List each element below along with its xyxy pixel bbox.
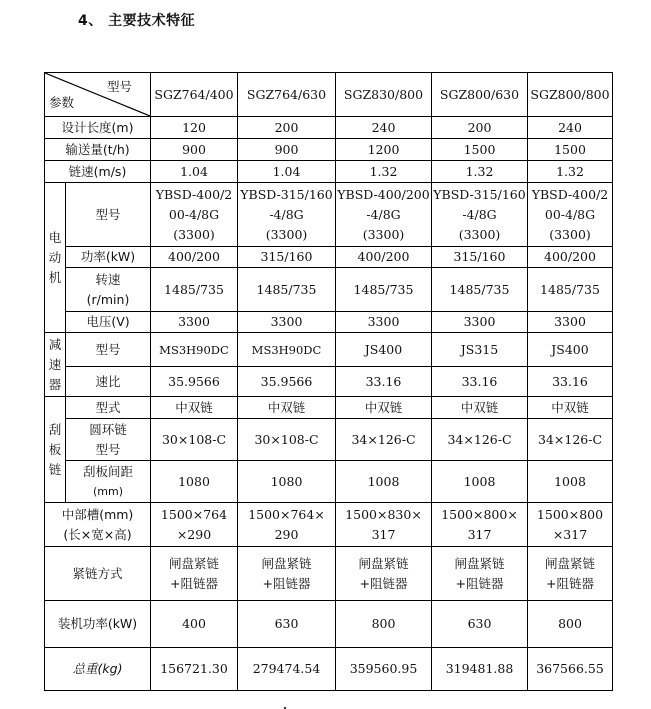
cell-line: 290 <box>274 526 299 542</box>
table-row <box>45 247 613 268</box>
cell-line: 闸盘紧链 <box>168 555 219 571</box>
cell: 3300 <box>336 312 432 333</box>
cell: 35.9566 <box>238 367 336 397</box>
cell: 630 <box>432 601 528 648</box>
cell-line: 闸盘紧链 <box>358 555 409 571</box>
cell: 240 <box>528 117 613 139</box>
cell: 800 <box>528 601 613 648</box>
cell: 630 <box>238 601 336 648</box>
label-line: 转速 <box>95 271 121 287</box>
table-row <box>45 333 613 367</box>
cell-line: 闸盘紧链 <box>261 555 312 571</box>
cell <box>336 547 432 601</box>
label-line: 刮板间距 <box>82 463 133 479</box>
cell-line: YBSD-400/2 <box>531 186 609 202</box>
cell-line: 1500×800× <box>441 506 518 522</box>
cell-line: ×290 <box>176 526 212 542</box>
cell: 1.04 <box>238 161 336 183</box>
cell <box>151 183 238 247</box>
cell-line: +阻链器 <box>262 575 311 591</box>
cell-line: YBSD-400/2 <box>155 186 233 202</box>
label-line: (长×宽×高) <box>63 526 132 542</box>
cell-line: (3300) <box>549 226 591 242</box>
cell-line: 00-4/8G <box>168 206 220 222</box>
table-row <box>45 648 613 691</box>
cell: 367566.55 <box>528 648 613 691</box>
cell-line: (3300) <box>458 226 501 242</box>
cell: MS3H90DC <box>238 333 336 367</box>
cell: 315/160 <box>432 247 528 268</box>
cell: 30×108-C <box>238 419 336 461</box>
group-label-reducer <box>45 333 66 397</box>
label-line: (r/min) <box>86 291 130 307</box>
cell-line: YBSD-400/200 <box>337 186 430 202</box>
cell <box>432 503 528 547</box>
cell-line: 1500×764 <box>160 506 228 522</box>
cell: 200 <box>238 117 336 139</box>
cell: MS3H90DC <box>151 333 238 367</box>
table-row <box>45 503 613 547</box>
cell-line: -4/8G <box>462 206 497 222</box>
cell: 120 <box>151 117 238 139</box>
model-header: SGZ800/800 <box>528 73 613 117</box>
cell: 中双链 <box>432 397 528 419</box>
cell: 240 <box>336 117 432 139</box>
section-heading: 4、 主要技术特征 <box>78 13 196 29</box>
cell <box>528 503 613 547</box>
cell <box>336 503 432 547</box>
corner-param-label: 参数 <box>49 95 75 110</box>
table-row <box>45 547 613 601</box>
cell: 3300 <box>432 312 528 333</box>
cell: 33.16 <box>336 367 432 397</box>
cell: 1008 <box>528 461 613 503</box>
cell: 400 <box>151 601 238 648</box>
cell: 319481.88 <box>432 648 528 691</box>
row-label: 型式 <box>66 397 151 419</box>
cell: 3300 <box>238 312 336 333</box>
cell: 中双链 <box>238 397 336 419</box>
cell-line: 00-4/8G <box>544 206 596 222</box>
row-label: 装机功率(kW) <box>45 601 151 648</box>
model-header: SGZ764/400 <box>151 73 238 117</box>
cell-line: 1500×830× <box>345 506 422 522</box>
cell <box>528 547 613 601</box>
cell-line: 317 <box>467 526 492 542</box>
cell: 1.32 <box>528 161 613 183</box>
cell-line: YBSD-315/160 <box>433 186 526 202</box>
cell: 30×108-C <box>151 419 238 461</box>
cell: 中双链 <box>336 397 432 419</box>
row-label: 紧链方式 <box>45 547 151 601</box>
cell: 3300 <box>151 312 238 333</box>
group-label-text: 刮板链 <box>48 421 62 477</box>
cell: 1.32 <box>336 161 432 183</box>
label-line: 圆环链 <box>89 421 127 437</box>
cell: 1500 <box>528 139 613 161</box>
table-row <box>45 312 613 333</box>
cell: 1080 <box>238 461 336 503</box>
cell-line: 1500×800 <box>536 506 604 522</box>
cell: 中双链 <box>528 397 613 419</box>
row-label: 输送量(t/h) <box>45 139 151 161</box>
cell: 1485/735 <box>432 268 528 312</box>
cell-line: (3300) <box>265 226 308 242</box>
row-label <box>66 419 151 461</box>
cell-line: 闸盘紧链 <box>454 555 505 571</box>
corner-header-cell <box>45 73 151 117</box>
cell <box>151 503 238 547</box>
cell-line: (3300) <box>173 226 215 242</box>
group-label-motor <box>45 183 66 333</box>
cell: 200 <box>432 117 528 139</box>
row-label: 型号 <box>66 333 151 367</box>
row-label <box>66 268 151 312</box>
cell: 1485/735 <box>151 268 238 312</box>
table-row <box>45 601 613 648</box>
cell: 34×126-C <box>528 419 613 461</box>
group-label-text: 电动机 <box>48 229 62 285</box>
cell-line: +阻链器 <box>455 575 504 591</box>
cell <box>238 547 336 601</box>
cell: 1485/735 <box>528 268 613 312</box>
group-label-scraper-chain <box>45 397 66 503</box>
cell: 1200 <box>336 139 432 161</box>
cell <box>238 183 336 247</box>
cell-line: +阻链器 <box>359 575 408 591</box>
cell: JS400 <box>528 333 613 367</box>
cell-line: 1500×764× <box>248 506 325 522</box>
table-row <box>45 397 613 419</box>
cell: 1.04 <box>151 161 238 183</box>
cell: 1.32 <box>432 161 528 183</box>
cell-line: (3300) <box>362 226 405 242</box>
cell: 900 <box>151 139 238 161</box>
table-row <box>45 139 613 161</box>
model-header: SGZ764/630 <box>238 73 336 117</box>
cell: 中双链 <box>151 397 238 419</box>
cell <box>336 183 432 247</box>
row-label: 设计长度(m) <box>45 117 151 139</box>
cell-line: YBSD-315/160 <box>240 186 333 202</box>
table-row <box>45 268 613 312</box>
cell <box>432 547 528 601</box>
cell: 1485/735 <box>238 268 336 312</box>
row-label <box>66 461 151 503</box>
table-row <box>45 161 613 183</box>
cell: 1008 <box>432 461 528 503</box>
cell: 315/160 <box>238 247 336 268</box>
cell: 900 <box>238 139 336 161</box>
cell-line: +阻链器 <box>170 575 218 591</box>
cell: 1008 <box>336 461 432 503</box>
cell: JS400 <box>336 333 432 367</box>
cell-line: -4/8G <box>366 206 401 222</box>
cell: 279474.54 <box>238 648 336 691</box>
cell-line: -4/8G <box>269 206 304 222</box>
cell: 1485/735 <box>336 268 432 312</box>
label-line: 型号 <box>95 441 121 457</box>
model-header: SGZ830/800 <box>336 73 432 117</box>
cell-line: +阻链器 <box>546 575 594 591</box>
cell: 1080 <box>151 461 238 503</box>
cell-line: 闸盘紧链 <box>544 555 595 571</box>
cell: 156721.30 <box>151 648 238 691</box>
cell: JS315 <box>432 333 528 367</box>
table-row <box>45 419 613 461</box>
label-line: 中部槽(mm) <box>61 506 134 522</box>
table-row <box>45 461 613 503</box>
row-label: 速比 <box>66 367 151 397</box>
corner-model-label: 型号 <box>106 79 132 94</box>
cell: 33.16 <box>528 367 613 397</box>
cell: 34×126-C <box>432 419 528 461</box>
label-line: (mm) <box>92 484 123 498</box>
technical-spec-table <box>44 72 613 691</box>
cell <box>528 183 613 247</box>
cell-line: ×317 <box>552 526 588 542</box>
row-label: 功率(kW) <box>66 247 151 268</box>
model-header: SGZ800/630 <box>432 73 528 117</box>
cell <box>151 547 238 601</box>
row-label: 链速(m/s) <box>45 161 151 183</box>
cell: 800 <box>336 601 432 648</box>
cell: 35.9566 <box>151 367 238 397</box>
cell: 400/200 <box>151 247 238 268</box>
row-label: 总重(kg) <box>45 648 151 691</box>
cell: 3300 <box>528 312 613 333</box>
table-row <box>45 183 613 247</box>
header-row <box>45 73 613 117</box>
table-row <box>45 367 613 397</box>
cell-line: 317 <box>371 526 396 542</box>
row-label <box>45 503 151 547</box>
group-label-text: 减速器 <box>48 336 62 392</box>
row-label: 电压(V) <box>66 312 151 333</box>
cell: 33.16 <box>432 367 528 397</box>
cell <box>432 183 528 247</box>
cell: 359560.95 <box>336 648 432 691</box>
cell: 1500 <box>432 139 528 161</box>
cell: 34×126-C <box>336 419 432 461</box>
row-label: 型号 <box>66 183 151 247</box>
cell: 400/200 <box>336 247 432 268</box>
table-row <box>45 117 613 139</box>
cell: 400/200 <box>528 247 613 268</box>
cell <box>238 503 336 547</box>
